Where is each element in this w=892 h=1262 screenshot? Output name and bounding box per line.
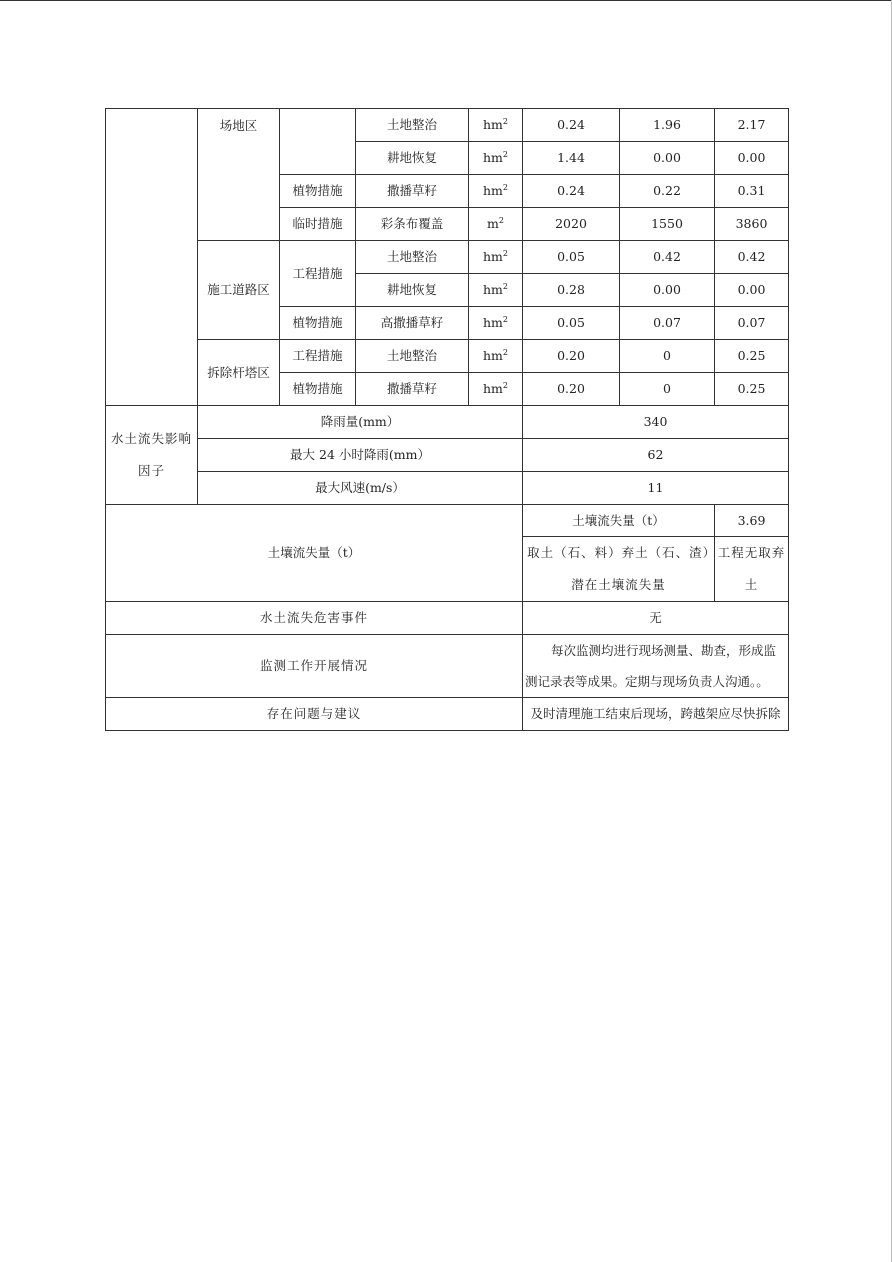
work-label: 监测工作开展情况 — [106, 635, 523, 698]
max24-value: 62 — [523, 439, 789, 472]
monitoring-table — [105, 108, 789, 731]
measure-cell: 彩条布覆盖 — [356, 208, 469, 241]
table-row — [106, 340, 789, 373]
value-cell: 3860 — [715, 208, 789, 241]
value-cell: 0.05 — [523, 307, 620, 340]
table-row — [106, 698, 789, 731]
value-cell: 0.24 — [523, 175, 620, 208]
value-cell: 0.42 — [715, 241, 789, 274]
hazard-value: 无 — [523, 602, 789, 635]
unit-cell: $hm^2$ — [469, 109, 523, 142]
value-cell: 0.20 — [523, 373, 620, 406]
value-cell: 0.28 — [523, 274, 620, 307]
measure-type-cell: 植物措施 — [280, 307, 356, 340]
value-cell: 0.42 — [620, 241, 715, 274]
measure-type-cell: 植物措施 — [280, 373, 356, 406]
table-row — [106, 602, 789, 635]
max24-label: 最大 24 小时降雨(mm） — [198, 439, 523, 472]
measure-type-cell: 工程措施 — [280, 241, 356, 307]
value-cell: 0.05 — [523, 241, 620, 274]
measure-cell: 撒播草籽 — [356, 373, 469, 406]
table-row — [106, 505, 789, 537]
category-cell-empty — [106, 109, 198, 406]
hazard-label: 水土流失危害事件 — [106, 602, 523, 635]
measure-cell: 耕地恢复 — [356, 274, 469, 307]
unit-cell: $hm^2$ — [469, 340, 523, 373]
factors-label: 水土流失影响因子 — [106, 406, 198, 505]
value-cell: 2020 — [523, 208, 620, 241]
value-cell: 0 — [620, 340, 715, 373]
value-cell: 0.20 — [523, 340, 620, 373]
soil-loss-sub-label: 土壤流失量（t） — [523, 505, 715, 537]
value-cell: 0.07 — [715, 307, 789, 340]
wind-label: 最大风速(m/s） — [198, 472, 523, 505]
measure-cell: 土地整治 — [356, 241, 469, 274]
unit-cell: $hm^2$ — [469, 373, 523, 406]
measure-type-cell-empty — [280, 109, 356, 175]
rain-value: 340 — [523, 406, 789, 439]
table-row — [106, 439, 789, 472]
area-cell: 拆除杆塔区 — [198, 340, 280, 406]
measure-type-cell: 植物措施 — [280, 175, 356, 208]
unit-cell: $hm^2$ — [469, 307, 523, 340]
value-cell: 1.96 — [620, 109, 715, 142]
value-cell: 0.24 — [523, 109, 620, 142]
value-cell: 0.00 — [620, 274, 715, 307]
value-cell: 2.17 — [715, 109, 789, 142]
wind-value: 11 — [523, 472, 789, 505]
measure-cell: 土地整治 — [356, 340, 469, 373]
measure-cell: 高撒播草籽 — [356, 307, 469, 340]
unit-cell: $hm^2$ — [469, 142, 523, 175]
issues-label: 存在问题与建议 — [106, 698, 523, 731]
soil-loss-label: 土壤流失量（t） — [106, 505, 523, 602]
value-cell: 0.25 — [715, 340, 789, 373]
potential-loss-value: 工程无取弃土 — [715, 537, 789, 602]
work-value: 每次监测均进行现场测量、勘查，形成监测记录表等成果。定期与现场负责人沟通。。 — [523, 635, 789, 698]
value-cell: 1550 — [620, 208, 715, 241]
soil-loss-sub-value: 3.69 — [715, 505, 789, 537]
rain-label: 降雨量(mm） — [198, 406, 523, 439]
table-row — [106, 472, 789, 505]
value-cell: 0.00 — [715, 142, 789, 175]
unit-cell: $m^2$ — [469, 208, 523, 241]
value-cell: 1.44 — [523, 142, 620, 175]
table-row — [106, 241, 789, 274]
value-cell: 0 — [620, 373, 715, 406]
measure-cell: 撒播草籽 — [356, 175, 469, 208]
measure-cell: 土地整治 — [356, 109, 469, 142]
page-top-border — [0, 0, 892, 1]
measure-cell: 耕地恢复 — [356, 142, 469, 175]
unit-cell: $hm^2$ — [469, 241, 523, 274]
area-cell: 场地区 — [198, 109, 280, 241]
potential-loss-label: 取土（石、料）弃土（石、渣）潜在土壤流失量 — [523, 537, 715, 602]
unit-cell: $hm^2$ — [469, 175, 523, 208]
table-row — [106, 109, 789, 142]
unit-cell: $hm^2$ — [469, 274, 523, 307]
value-cell: 0.00 — [620, 142, 715, 175]
table-row — [106, 406, 789, 439]
value-cell: 0.22 — [620, 175, 715, 208]
value-cell: 0.00 — [715, 274, 789, 307]
area-cell: 施工道路区 — [198, 241, 280, 340]
value-cell: 0.25 — [715, 373, 789, 406]
value-cell: 0.07 — [620, 307, 715, 340]
measure-type-cell: 工程措施 — [280, 340, 356, 373]
measure-type-cell: 临时措施 — [280, 208, 356, 241]
issues-value: 及时清理施工结束后现场，跨越架应尽快拆除 — [523, 698, 789, 731]
value-cell: 0.31 — [715, 175, 789, 208]
table-row — [106, 635, 789, 698]
